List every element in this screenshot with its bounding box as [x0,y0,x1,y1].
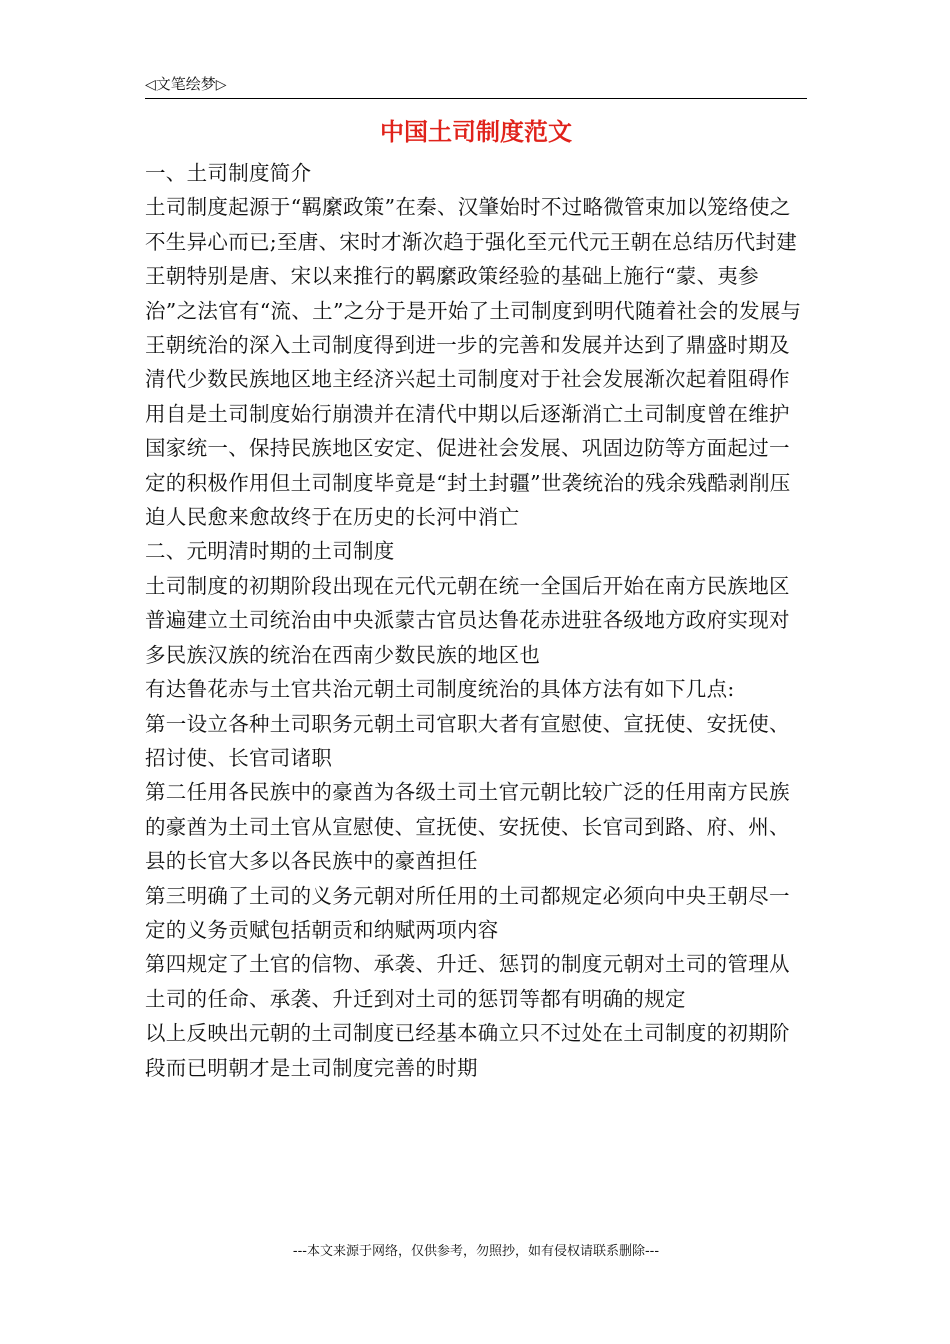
paragraph: 第二任用各民族中的豪酋为各级土司土官元朝比较广泛的任用南方民族的豪酋为土司土官从宣慰使、宣抚使、安抚使、长官司到路、府、州、县的长官大多以各民族中的豪酋担任 [145,780,790,874]
paragraph: 有达鲁花赤与土官共治元朝土司制度统治的具体方法有如下几点: [145,677,735,702]
section-heading-2: 二、元明清时期的土司制度 [145,539,395,564]
right-triangle-icon: ▷ [215,77,227,93]
left-triangle-icon: ◁ [145,77,156,93]
site-name: 文笔绘梦 [155,75,216,93]
disclaimer-footer: ---本文来源于网络，仅供参考，勿照抄，如有侵权请联系删除--- [292,1244,660,1259]
document-title: 中国土司制度范文 [380,118,572,146]
paragraph: 土司制度的初期阶段出现在元代元朝在统一全国后开始在南方民族地区普遍建立土司统治由中央派蒙古官员达鲁花赤进驻各级地方政府实现对多民族汉族的统治在西南少数民族的地区也 [145,573,790,667]
paragraph: 土司制度起源于“羁縻政策”在秦、汉肇始时不过略微管束加以笼络使之不生异心而已;至唐、宋时才渐次趋于强化至元代元王朝在总结历代封建王朝特别是唐、宋以来推行的羁縻政策经验的基础上施行“蒙、夷参治”之法官有“流、土”之分于是开始了土司制度到明代随着社会的发展与王朝统治的深入土司制度得到进一步的完善和发展并达到了鼎盛时期及清代少数民族地区地主经济兴起土司制度对于社会发展渐次起着阻碍作用自是土司制度始行崩溃并在清代中期以后逐渐消亡土司制度曾在维护国家统一、保持民族地区安定、促进社会发展、巩固边防等方面起过一定的积极作用但土司制度毕竟是“封土封疆”世袭统治的残余残酷剥削压迫人民愈来愈故终于在历史的长河中消亡 [145,195,802,530]
paragraph: 第四规定了土官的信物、承袭、升迁、惩罚的制度元朝对土司的管理从土司的任命、承袭、升迁到对土司的惩罚等都有明确的规定 [145,952,790,1011]
paragraph: 以上反映出元朝的土司制度已经基本确立只不过处在土司制度的初期阶段而已明朝才是土司制度完善的时期 [145,1021,790,1080]
page-header [145,70,807,99]
document-body [145,156,809,1085]
paragraph: 第三明确了土司的义务元朝对所任用的土司都规定必须向中央王朝尽一定的义务贡赋包括朝贡和纳赋两项内容 [145,883,790,942]
section-heading-1: 一、土司制度简介 [145,161,312,185]
paragraph: 第一设立各种土司职务元朝土司官职大者有宣慰使、宣抚使、安抚使、招讨使、长官司诸职 [145,711,790,770]
